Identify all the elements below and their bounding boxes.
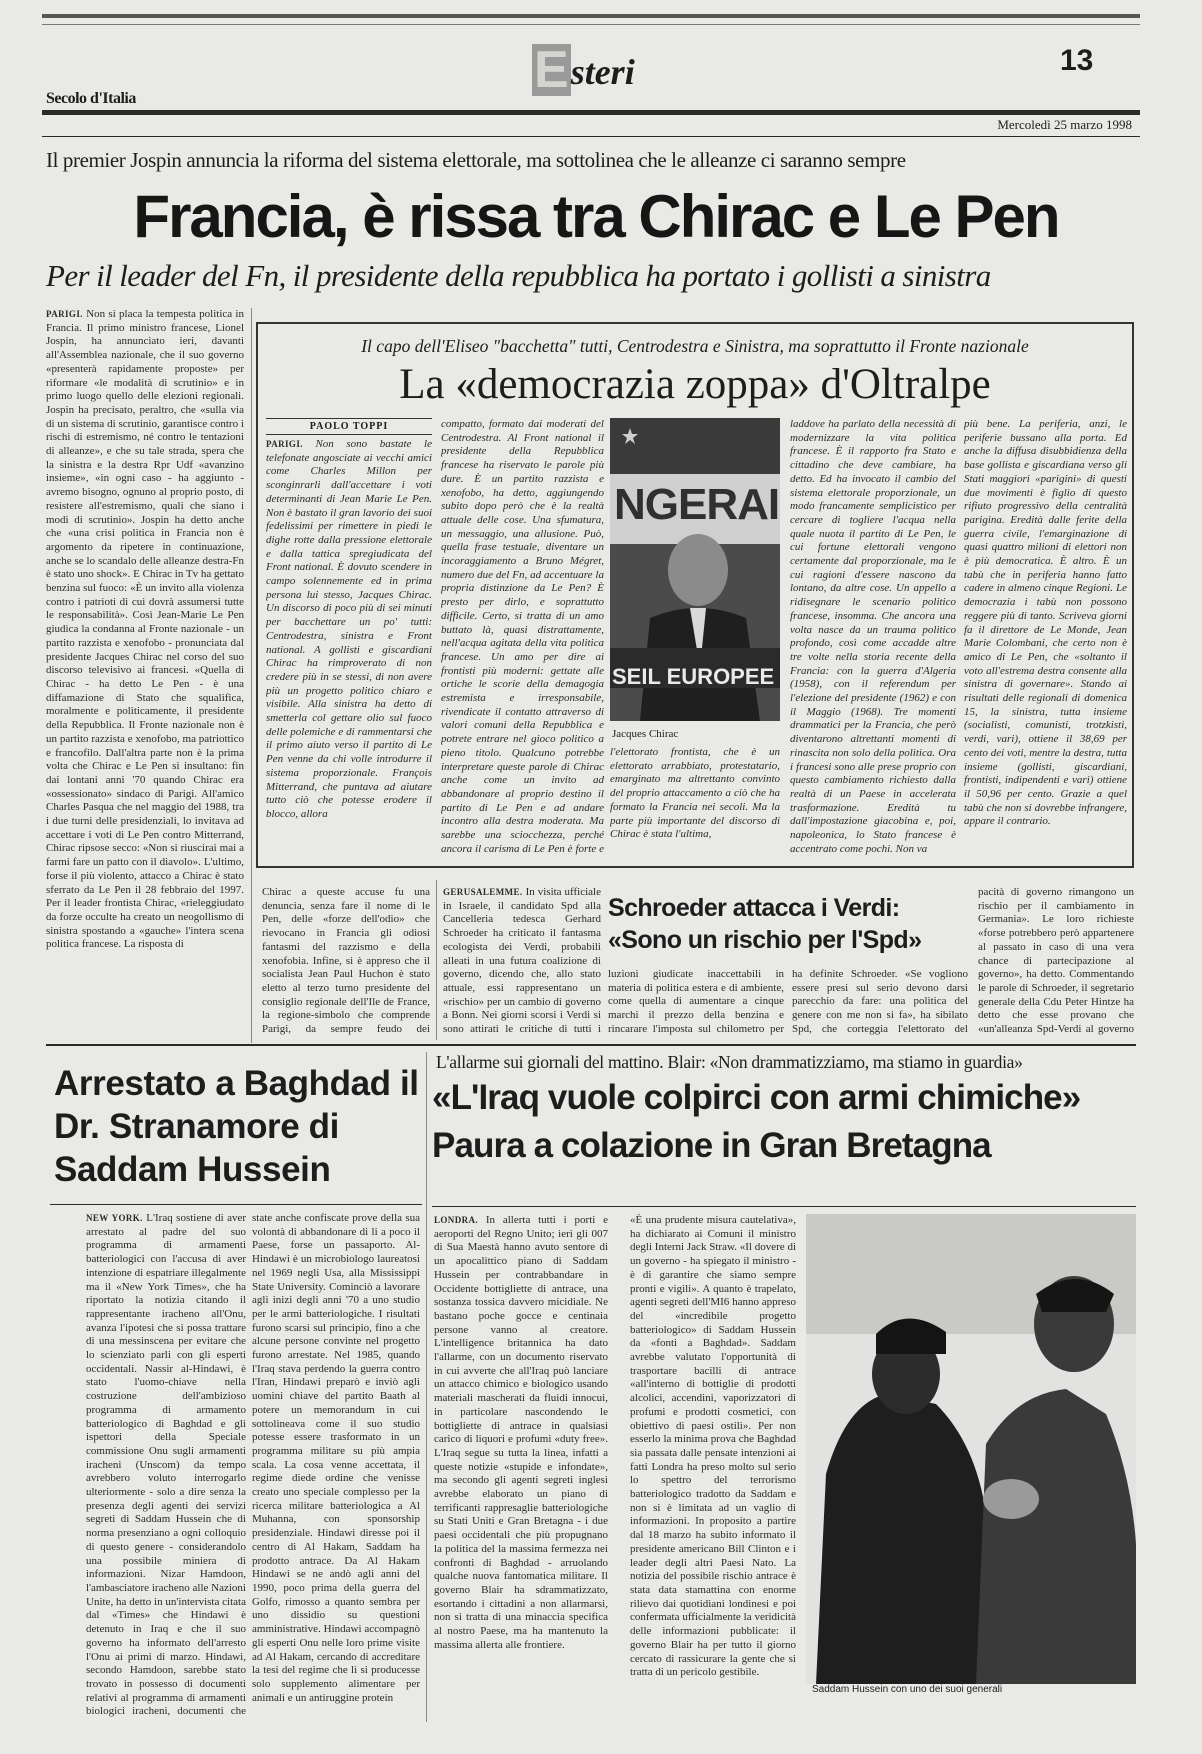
feature-column-4 [790,418,956,858]
feature-body-2: compatto, formato dai moderati del Centrodestra. Al Front national il presidente della Repubblica francese ha riservato le parole più dure. È un partito razzista e xenofobo, ha detto, aggiungendo subito dopo però che è la realtà attuale delle cose. Una sfumatura, un messaggio, una allusione. Può, quella frase testuale, diventare un incoraggiamento a Bruno Mégret, numero due del Fn, ad accentuare la propria distinzione da Le Pen? È presto per dirlo, e soprattutto difficile. Certo, si tratta di un amo buttato là, quasi distrattamente, nell'acqua agitata della vita politica francese. Un amo per dire ai frontisti più moderni: gettate alle ortiche le scorie della demagogia estremista e irresponsabile, rivendicate il contatto attraverso di valori comuni della Repubblica e potrete entrare nel gioco politico a pieno titolo. Qualcuno potrebbe interpretare queste parole di Chirac anche come un invito ad abbandonare al proprio destino il partito di Le Pen e ad andare incontro alla destra moderata. Ma sarebbe una sciocchezza, perché ancora il carisma di Le Pen è forte e [441,418,604,855]
section-initial: E [534,41,569,99]
feature-body-3: l'elettorato frontista, che è un elettorato arrabbiato, protestatario, emarginato ma altrettanto convinto del proprio attaccamento a ciò che ha formato la Francia nei secoli. Ma la parte più importante del discorso di Chirac è stata l'ultima, [610,746,780,841]
stranamore-body-2: state anche confiscate prove della sua volontà di abbandonare di li a poco il Paese, forse un passaporto. Al-Hindawi è un microbiologo laureatosi nel 1969 negli Usa, alla Mississippi State University. Cominciò a lavorare agli inizi degli anni '70 a uno studio per le armi batteriologiche. I risultati furono scarsi sul principio, fino a che alcune persone convinte nel progetto furono arrestate. Nel 1985, quando l'Iraq stava perdendo la guerra contro l'Iran, Hindawi preparò e inviò agli uomini chiave del partito Baath al potere un memorandum in cui sottolineava come il suo studio potesse essere trasformato in un programma militare su più ampia scala. La cosa venne accettata, il regime diede ordine che venisse creato uno speciale complesso per la ricerca militare batteriologica a Al Muhanna, con sponsorship presidenziale. Hindawi diresse poi il centro di Al Hakam, Saddam ha prodotto antrace. Da Al Hakam Hindawi se ne andò agli anni del 1990, poco prima della guerra del Golfo, rimosso a quanto sembra per uno dissidio su questioni amministrative. Hindawi accompagnò gli esperti Onu nelle loro prime visite ad Al Hakam, cercando di accreditare la tesi del regime che lì si producesse solo supplemento alimentare per animali e un antiruggine protein [252,1212,420,1704]
lead-dateline: PARIGI. [46,309,83,319]
lead-column-rule [251,308,252,1043]
iraq-body-2: «È una prudente misura cautelativa», ha dichiarato ai Comuni il ministro degli Interni Jack Straw. «Il dovere di un governo - ha spiegato il ministro - è di garantire che siamo sempre pronti e vigili». A quanto è trapelato, agenti segreti dell'MI6 hanno appreso del «incredibile progetto batteriologico» di Saddam Hussein da «fonti a Baghdad». Saddam avrebbe valutato l'opportunità di trasportare bacilli di antrace «all'interno di bottiglie di prodotti alcolici, accendini, vaporizzatori di profumi e prodotti cosmetici, con obiettivo di paesi ostili». Per non esserlo la minima prova che Baghdad sia passata dalle pensate intenzioni ai fatti Londra ha preso molto sul serio lo spettro del terrorismo batteriologico tradotto da Saddam e non si è limitata ad un vaglio di informazioni. In proposito a partire dal 18 marzo ha subito informato il presidente americano Bill Clinton e i leader degli altri Paesi Nato. La notizia del possibile rischio antrace è stata data stamattina con enorme rilievo dai quotidiani londinesi e poi confermata ufficialmente la veridicità delle informazioni pubblicate: il governo Blair ha per tutto il giorno cercato di rassicurare la gente che si tratta di un pericolo gestibile. [630,1214,796,1679]
lead-body-column-2 [262,886,430,1038]
masthead-rule [42,110,1140,115]
schroeder-body-1: In visita ufficiale in Israele, il candidato Spd alla Cancelleria tedesca Gerhard Schroeder ha criticato il fantasma ecologista dei Verdi, probabili alleati in una futura coalizione di governo, dicendo che, allo stato attuale, essi rappresentano un «rischio» per un cambio di governo a Bonn. Nei giorni scorsi i Verdi si sono attirati le critiche di tutti i [443,886,601,1036]
iraq-rule [432,1206,1136,1207]
iraq-column-2 [630,1214,796,1720]
saddam-photo [806,1214,1136,1684]
lead-body-2: Chirac a queste accuse fu una denuncia, senza fare il nome di le Pen, delle «forze dell'odio» che rievocano in Francia gli odiosi fantasmi del razzismo e della xenofobia. Infine, si è appreso che il socialista Jean Paul Huchon è stato eletto al terzo turno presidente del consiglio regionale dell'Ile de France, la regione-simbolo che comprende Parigi, da sempre feudo dei [262,886,430,1036]
iraq-column-1 [434,1214,608,1720]
stranamore-headline: Arrestato a Baghdad il Dr. Stranamore di Saddam Hussein [54,1064,419,1189]
schroeder-column-2 [608,968,784,1038]
top-rule-thin [42,24,1140,25]
iraq-body-1: In allerta tutti i porti e aeroporti del Regno Unito; ieri gli 007 di Sua Maestà hanno avuto sentore di un apocalittico piano di Saddam Hussein per contrabbandare in Occidente bottigliette di antrace, una sostanza tossica davvero micidiale. Ne bastano poche gocce e centinaia persone vanno al creatore. L'intelligence britannica ha dato l'allarme, con un documento riservato in cui avverte che all'Iraq può lanciare un attacco chimico e biologico usando materiali mascherati da fluidi innocui, in particolare nascondendo le bottigliette di antrace in qualsiasi carico di liquori e profumi «duty free». L'Iraq segue su tutta la linea, infatti a queste notizie «stupide e infondate», ma secondo gli agenti segreti inglesi avrebbe elaborato un piano di terrificanti rappresaglie batteriologiche su Stati Uniti e Gran Bretagna - i due paesi occidentali che più propugnano la politica del la massima fermezza nei confronti di Baghdad - arruolando qualche nuova fantomatica militare. Il governo Blair ha sdrammatizzato, esortando i cittadini a non allarmarsi, non si tratta di una minaccia specifica al nostro Paese, ma ha mantenuto la massima allerta alle frontiere. [434,1214,608,1651]
feature-headline: La «democrazia zoppa» d'Oltralpe [399,361,991,408]
feature-dateline: PARIGI. [266,439,303,449]
lead-subhead: Per il leader del Fn, il presidente della repubblica ha portato i gollisti a sinistra [46,258,991,293]
iraq-headline-line-1: «L'Iraq vuole colpirci con armi chimiche» [432,1078,1081,1117]
feature-body-4: laddove ha parlato della necessità di modernizzare la vita politica francese. È il rapporto fra Stato e cittadino che deve cambiare, ha detto. Ed ha invocato il cambio del sistema elettorale proporzionale, un modo francamente semplicistico per cercare di togliere l'acqua nella quale nuota il partito di Le Pen, le cui fortune elettorali vengono certamente dal proporzionale, ma le cui ragioni d'essere nascono da lontano, da altre cose. Un appello a ridisegnare le scenario politico francese, insomma. Che ancora una volta nasce da un trauma politico profondo, così come accadde altre tre volte nella storia recente della Francia: con la guerra d'Algeria (1958), con il referendum per l'elezione del presidente (1962) e con il Maggio (1968). Tre momenti drammatici per la Francia, che però diventarono altrettanti momenti di rinascita non solo della politica. Ora i francesi sono alle prese proprio con questo cambiamento richiesto dalla realtà di un Paese in accelerata trasformazione. Eredità tu dall'impostazione giacobina e, poi, napoleonica, lo Stato francese è accentrato come pochi. Non va [790,418,956,855]
iraq-headline [432,1074,1144,1170]
iraq-kicker: L'allarme sui giornali del mattino. Blair: «Non drammatizziamo, ma stiamo in guardia» [436,1052,1023,1072]
saddam-photo-image [806,1214,1136,1684]
feature-body-1: Non sono bastate le telefonate angosciate ai vecchi amici come Charles Millon per sconginrarli dall'accettare i voti determinanti di Jean Marie Le Pen. Non è bastato il gran lavorio dei suoi fedelissimi per rimettere in piedi le dighe rotte dalla pressione elettorale e dalla tattica spregiudicata del Front national. È dovuto scendere in campo solennemente ed in prima persona lui stesso, Jacques Chirac. Un discorso di poco più di sei minuti per bacchettare un po' tutti: Centrodestra, sinistra e Front national. A gollisti e giscardiani Chirac ha rimproverato di non credere più in se stessi, di non avere più un progetto politico chiaro e visibile. Alla sinistra ha detto di smetterla col gettare olio sul fuoco delle polemiche e di rammentarsi che il primo aiuto verso il partito di Le Pen venne da chi volle introdurre il sistema proporzionale. François Mitterrand, che puntava ad aiutare tutto ciò che potesse erodere il blocco, allora [266,438,432,820]
iraq-headline-line-2: Paura a colazione in Gran Bretagna [432,1126,991,1165]
stranamore-column-2 [252,1212,420,1720]
masthead-rule-bottom [42,136,1140,137]
section-logo [532,41,635,100]
feature-column-3 [610,746,780,858]
lead-body-column-1 [46,308,244,1038]
schroeder-headline-line-1: Schroeder attacca i Verdi: [608,894,900,922]
section-divider [46,1044,1136,1046]
issue-date: Mercoledì 25 marzo 1998 [997,117,1132,132]
stranamore-body-1: L'Iraq sostiene di aver arrestato al padre del suo programma di armamenti batteriologici con l'accusa di aver intenzione di espatriare illegalmente ma il «New York Times», che ha riportato la notizia citando il rappresentante iracheno all'Onu, avanza l'ipotesi che si possa trattare di una messinscena per evitare che lo scienziato parli con gli esperti occidentali. Nassir al-Hindawi, è stato l'uomo-chiave nella costruzione dell'ambizioso programma di armamento batteriologico di Baghdad e gli ispettori della Speciale commissione Onu sugli armamenti iracheni (Unscom) da tempo avrebbero voluto interrogarlo ulteriormente - solo a dire senza la presenza degli agenti dei servizi segreti di Saddam Hussein che di norma presenziano a ogni colloquio di questo genere - considerandolo una possibile miniera di informazioni. Nizar Hamdoon, l'ambasciatore iracheno alle Nazioni Unite, ha detto in un'intervista citata dal «Times» che Hindawi è detenuto in Iraq e che il suo governo ha informato dell'arresto l'Onu ai primi di marzo. Hindawi, secondo Hamdoon, sarebbe stato trovato in possesso di documenti relativi al programma di armamenti biologici iracheni, documenti che [86,1212,246,1718]
page-number: 13 [1060,44,1094,77]
schroeder-body-2: luzioni giudicate inaccettabili in materia di politica estera e di ambiente, come quella di aumentare a cinque marchi il prezzo della benzina e rincarare l'imposta sul chilometro per [608,968,784,1035]
schroeder-body-4: pacità di governo rimangono un rischio per il cambiamento in Germania». Le loro richieste «forse potrebbero però appartenere al passato in caso di una vera chance di partecipazione al governo», ha detto. Commentando le parole di Schroeder, il segretario generale della Cdu Peter Hintze ha detto che esse provano che «un'alleanza Spd-Verdi al governo [978,886,1134,1036]
section-title: steri [570,52,635,92]
photo-banner-bottom: SEIL EUROPEE [612,664,775,689]
iraq-dateline: LONDRA. [434,1215,479,1225]
feature-column-1 [266,438,432,858]
stranamore-dateline: NEW YORK. [86,1213,143,1223]
stranamore-column-1 [86,1212,246,1720]
top-rule [42,14,1140,18]
schroeder-dateline: GERUSALEMME. [443,887,523,897]
paper-name: Secolo d'Italia [46,90,136,107]
schroeder-headline-line-2: «Sono un rischio per l'Spd» [608,926,922,954]
lead-body-1: Non si placa la tempesta politica in Francia. Il primo ministro francese, Lionel Jospin, ha annunciato ieri, davanti all'Assemblea nazionale, che il suo governo «presenterà rapidamente proposte» per riformare «le modalità di scrutinio» e in primo luogo quello delle elezioni regionali. Jospin ha precisato, peraltro, che «sulla via di un sistema di scrutinio, garantisce contro i rischi di estremismo, né contro le tentazioni di alleanze», e che su tale strada, spera che la sinistra e la destra Rpr Udf «avanzino insieme», «in ogni caso - ha aggiunto - avremo bisogno, ognuno al proprio posto, di resistere all'estremismo, quali che siano i modi di scrutinio». Jospin ha detto anche che «una crisi politica in Francia non è argomento da ripetere in continuazione, anche se lo scandalo delle alleanze destra-Fn è stato uno shock». E Chirac in Tv ha gettato benzina sul fuoco: «È un invito alla violenza contro i patrioti di cui dovrà assumersi tutte le responsabilità». Così Jean-Marie Le Pen giudica la condanna al Fronte nazionale - un partito razzista e xenofobo - pronunciata dal presidente Jacques Chirac nel corso del suo discorso televisivo ai francesi. «Quella di Chirac - ha detto Le Pen - è una diffamazione di Stato che squalifica, moralmente e politicamente, il presidente della Repubblica. Il Fronte nazionale non è un partito razzista e xenofobo, ma patriottico e francofilo. Dall'altra parte non è la prima volta che Chirac e Le Pen si insultano: fin dai lontani anni '70 quando Chirac era «ossessionato» sindaco di Parigi. All'amico Charles Pasqua che nel maggio del 1988, tra i due turni delle presidenziali, lo invitava ad accettare i voti di Le Pen contro Mitterrand, Chirac ripsose secco: «Non si riuscirai mai a farmi fare un patto con il diavolo». L'ultimo, forse il più violento, attacco a Chirac è stato sferrato da Le Pen il 28 febbraio del 1997. Per il leader frontista Chirac, «rieleggiudato da forze occulte ha creato un neogollismo di sinistra spostando a «gauche» l'intera scena politica francese. La risposta di [46,308,244,951]
feature-column-2 [441,418,604,858]
schroeder-headline [608,892,970,956]
schroeder-body-3: ha definite Schroeder. «Se vogliono essere presi sul serio devono darsi parecchio da fare: una politica del genere con me non si fa», ha sibilato Spd, che corteggia l'elettorato del [792,968,968,1035]
lead-headline: Francia, è rissa tra Chirac e Le Pen [133,183,1059,250]
lead-kicker: Il premier Jospin annuncia la riforma del sistema elettorale, ma sottolinea che le alleanze ci saranno sempre [46,148,906,172]
stranamore-rule [50,1204,422,1205]
iraq-left-rule [426,1052,427,1722]
chirac-caption: Jacques Chirac [612,728,679,740]
feature-body-5: più bene. La periferia, anzi, le periferie bussano alla porta. Ed anche la diffusa disubbidienza della base gollista e giscardiana verso gli Stati maggiori «parigini» di questi due movimenti è figlio di questo rifiuto progressivo della centralità parigina. Eredità dalle ferite della guerra civile, l'emarginazione di quasi quattro milioni di elettori non è più democratica. È altro. È un tabù che in periferia hanno fatto cadere in almeno cinque Regioni. Le democrazia i tabù non possono reggere più di tanto. Scriveva giorni fa il direttore de Le Monde, Jean Marie Colombani, che certo non è amico di Le Pen, che «soltanto il voto all'estrema destra consente alla sinistra di governare». Stando ai risultati delle regionali di domenica 15, la sinistra, tutta insieme (socialisti, comunisti, trotzkisti, verdi, vari), ottiene il 38,69 per cento dei voti, mentre la destra, tutta insieme (gollisti, giscardiani, frontisti, indipendenti e vari) ottiene il 50,96 per cento. Grazie a quel tabù che non si dovrebbe infrangere, appare il contrario. [964,418,1127,828]
chirac-photo [610,418,780,721]
feature-kicker: Il capo dell'Eliseo "bacchetta" tutti, Centrodestra e Sinistra, ma soprattutto il Fronte nazionale [361,336,1029,356]
schroeder-column-1 [443,886,601,1038]
saddam-caption: Saddam Hussein con uno dei suoi generali [812,1684,1003,1695]
feature-column-5 [964,418,1127,858]
schroeder-column-3 [792,968,968,1038]
feature-byline: PAOLO TOPPI [266,418,432,435]
schroeder-column-4 [978,886,1134,1038]
photo-banner-text: NGERAI [614,480,780,529]
schroeder-left-rule [436,880,437,1040]
